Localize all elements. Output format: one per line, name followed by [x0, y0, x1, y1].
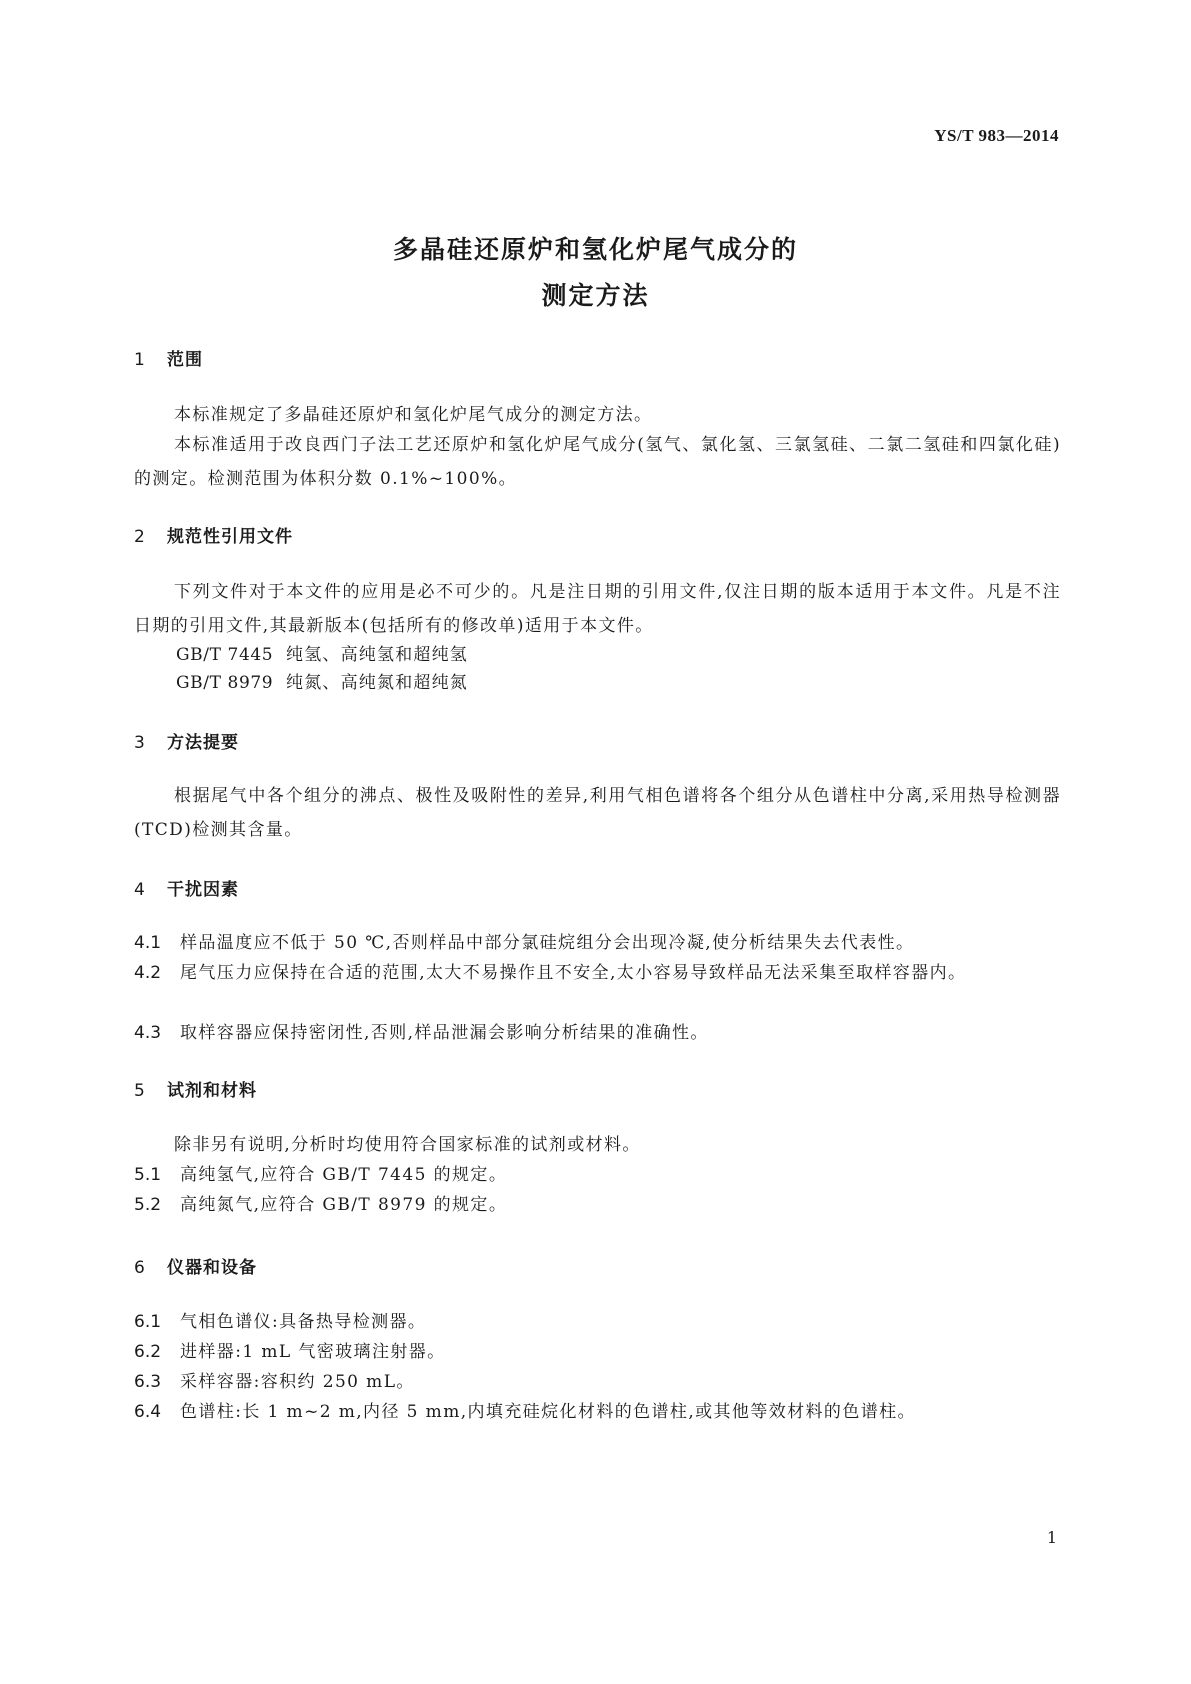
section-1-paragraph-1: 本标准规定了多晶硅还原炉和氢化炉尾气成分的测定方法。: [174, 405, 653, 425]
clause-4-1: [134, 926, 1061, 960]
document-title-line-1: 多晶硅还原炉和氢化炉尾气成分的: [392, 235, 798, 264]
normative-reference: [176, 668, 468, 693]
section-6-heading: [134, 1253, 257, 1278]
document-title-line-2: 测定方法: [541, 281, 650, 310]
section-number: 3: [134, 733, 146, 753]
section-4-heading: [134, 875, 239, 900]
clause-number: 5.1: [134, 1165, 162, 1185]
section-1-heading: [134, 345, 203, 370]
clause-6-2: [134, 1335, 1061, 1369]
section-3-paragraph-1: 根据尾气中各个组分的沸点、极性及吸附性的差异,利用气相色谱将各个组分从色谱柱中分离,采用热导检测器(TCD)检测其含量。: [134, 786, 1061, 840]
clause-number: 5.2: [134, 1195, 162, 1215]
clause-text: 气相色谱仪:具备热导检测器。: [180, 1312, 427, 1332]
clause-text: 采样容器:容积约 250 mL。: [180, 1372, 415, 1392]
clause-text: 高纯氢气,应符合 GB/T 7445 的规定。: [180, 1165, 508, 1185]
clause-number: 6.1: [134, 1312, 162, 1332]
clause-4-3: [134, 1016, 1061, 1050]
clause-text: 进样器:1 mL 气密玻璃注射器。: [180, 1342, 446, 1362]
clause-text: 取样容器应保持密闭性,否则,样品泄漏会影响分析结果的准确性。: [180, 1023, 709, 1043]
section-3-heading: [134, 728, 239, 753]
page-number: 1: [1046, 1528, 1057, 1547]
section-title: 干扰因素: [167, 880, 239, 900]
normative-reference: [176, 640, 468, 665]
clause-6-1: [134, 1305, 1061, 1339]
clause-text: 高纯氮气,应符合 GB/T 8979 的规定。: [180, 1195, 508, 1215]
clause-text: 尾气压力应保持在合适的范围,太大不易操作且不安全,太小容易导致样品无法采集至取样容器内。: [180, 963, 967, 983]
reference-code: GB/T 7445: [176, 645, 274, 665]
clause-text: 样品温度应不低于 50 ℃,否则样品中部分氯硅烷组分会出现冷凝,使分析结果失去代表性。: [180, 933, 915, 953]
clause-5-1: [134, 1158, 1061, 1192]
section-5-paragraph-1: 除非另有说明,分析时均使用符合国家标准的试剂或材料。: [174, 1135, 641, 1155]
section-1-paragraph-2: 本标准适用于改良西门子法工艺还原炉和氢化炉尾气成分(氢气、氯化氢、三氯氢硅、二氯二氢硅和四氯化硅)的测定。检测范围为体积分数 0.1%~100%。: [134, 435, 1061, 489]
section-title: 规范性引用文件: [167, 527, 293, 547]
clause-number: 6.2: [134, 1342, 162, 1362]
clause-text: 色谱柱:长 1 m~2 m,内径 5 mm,内填充硅烷化材料的色谱柱,或其他等效材料的色谱柱。: [180, 1402, 916, 1422]
clause-6-4: [134, 1395, 1061, 1429]
section-title: 范围: [167, 350, 203, 370]
section-number: 1: [134, 350, 146, 370]
section-5-heading: [134, 1076, 257, 1101]
reference-title: 纯氮、高纯氮和超纯氮: [286, 673, 468, 693]
clause-6-3: [134, 1365, 1061, 1399]
section-number: 6: [134, 1258, 146, 1278]
clause-number: 4.2: [134, 963, 162, 983]
standard-code: YS/T 983—2014: [934, 126, 1059, 145]
clause-number: 6.4: [134, 1402, 162, 1422]
clause-number: 4.1: [134, 933, 162, 953]
section-title: 试剂和材料: [167, 1081, 257, 1101]
section-title: 方法提要: [167, 733, 239, 753]
section-number: 5: [134, 1081, 146, 1101]
section-number: 2: [134, 527, 146, 547]
reference-title: 纯氢、高纯氢和超纯氢: [286, 645, 468, 665]
clause-number: 4.3: [134, 1023, 162, 1043]
section-2-heading: [134, 522, 293, 547]
section-2-paragraph-1: 下列文件对于本文件的应用是必不可少的。凡是注日期的引用文件,仅注日期的版本适用于本文件。凡是不注日期的引用文件,其最新版本(包括所有的修改单)适用于本文件。: [134, 582, 1061, 636]
clause-5-2: [134, 1188, 1061, 1222]
section-title: 仪器和设备: [167, 1258, 257, 1278]
section-number: 4: [134, 880, 146, 900]
reference-code: GB/T 8979: [176, 673, 274, 693]
clause-4-2: [134, 956, 1061, 990]
clause-number: 6.3: [134, 1372, 162, 1392]
